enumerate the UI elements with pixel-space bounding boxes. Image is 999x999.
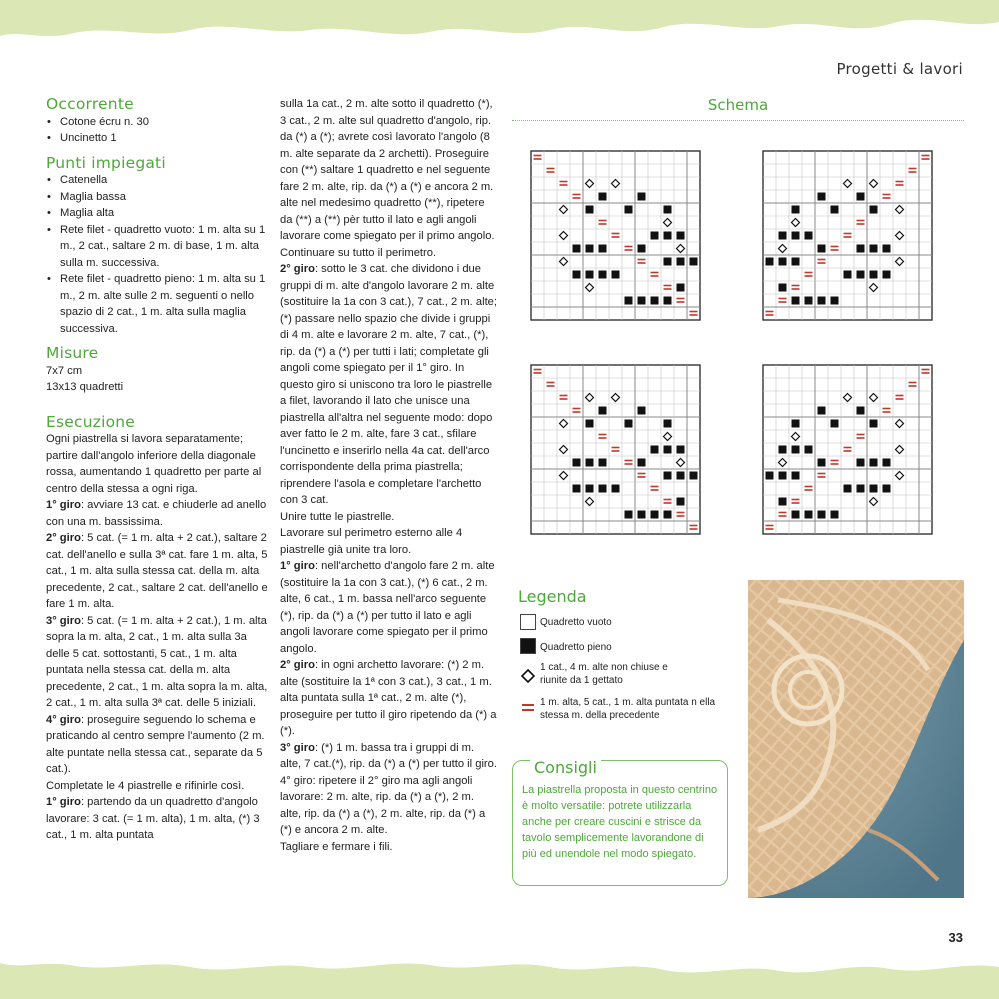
filled-square <box>883 245 891 253</box>
step-paragraph: Tagliare e fermare i fili. <box>280 840 393 853</box>
misure-line: 7x7 cm <box>46 364 83 377</box>
equals-mark <box>844 447 852 449</box>
equals-mark <box>831 463 839 465</box>
list-item: • Maglia bassa <box>46 189 268 206</box>
filled-square <box>792 258 800 266</box>
equals-mark <box>818 259 826 261</box>
equals-mark <box>547 171 555 173</box>
equals-mark <box>779 301 787 303</box>
list-item: • Rete filet - quadretto pieno: 1 m. alta su 1 m., 2 m. alte sulle 2 m. seguenti o nello spazio di 2 cat., 1 m. alta sulla maglia successiva. <box>46 271 268 337</box>
step-paragraph: 3° giro: (*) 1 m. bassa tra i gruppi di m. alte, 7 cat.(*), rip. da (*) a (*) per tutto il giro. 4° giro: ripetere il 2° giro ma agli angoli lavorare: 2 m. alte, rip. da (*) a (*), 2 m. alte, rip. da (*) a (*), 2 m. alte, rip. da (*) a (*) e ancora 2 m. alte. <box>280 741 497 836</box>
equals-mark <box>857 434 865 436</box>
equals-mark <box>909 171 917 173</box>
filled-square <box>586 271 594 279</box>
equals-mark <box>612 236 620 238</box>
filled-square <box>664 206 672 214</box>
equals-mark <box>779 512 787 514</box>
filled-square <box>805 232 813 240</box>
equals-mark <box>612 233 620 235</box>
empty-square-icon <box>520 614 536 630</box>
filled-square <box>690 258 698 266</box>
filled-square <box>677 472 685 480</box>
equals-mark <box>573 197 581 199</box>
equals-mark <box>896 395 904 397</box>
equals-mark <box>896 398 904 400</box>
equals-mark <box>766 525 774 527</box>
equals-mark <box>792 502 800 504</box>
step-paragraph: 1° giro: nell'archetto d'angolo fare 2 m. alte (sostituire la 1a con 3 cat.), (*) 6 cat., 2 m. alte, 6 cat., 1 m. bassa nell'arco seguente (*), rip. da (*) a (*) per tutto il lato e agli angoli lavorare come spiegato per il primo angolo. <box>280 560 495 655</box>
equals-mark <box>857 437 865 439</box>
equals-mark <box>883 194 891 196</box>
equals-mark <box>883 411 891 413</box>
step-paragraph: 1° giro: avviare 13 cat. e chiuderle ad anello con una m. bassissima. <box>46 499 267 528</box>
filled-square-icon <box>520 638 536 654</box>
occorrente-list <box>46 114 268 147</box>
equals-mark <box>818 473 826 475</box>
equals-mark <box>896 184 904 186</box>
filled-square <box>573 245 581 253</box>
equals-mark <box>922 155 930 157</box>
filled-square <box>818 459 826 467</box>
chart-frame <box>763 365 932 534</box>
filled-square <box>818 511 826 519</box>
filled-square <box>625 511 633 519</box>
equals-mark <box>560 398 568 400</box>
filled-square <box>599 193 607 201</box>
page-number: 33 <box>948 930 963 945</box>
equals-mark <box>651 489 659 491</box>
top-decorative-band <box>0 0 999 46</box>
equals-mark <box>664 499 672 501</box>
filled-square <box>883 485 891 493</box>
equals-mark <box>690 311 698 313</box>
esecuzione-heading: Esecuzione <box>46 412 136 431</box>
equals-mark <box>547 382 555 384</box>
filled-square <box>857 271 865 279</box>
list-item: • Uncinetto 1 <box>46 130 268 147</box>
filled-square <box>573 459 581 467</box>
equals-mark <box>844 236 852 238</box>
filled-square <box>883 271 891 279</box>
punti-list <box>46 172 268 337</box>
filled-square <box>664 511 672 519</box>
filled-square <box>664 446 672 454</box>
filled-square <box>766 472 774 480</box>
filled-square <box>857 485 865 493</box>
equals-mark <box>909 385 917 387</box>
step-paragraph: Unire tutte le piastrelle. <box>280 510 395 523</box>
filled-square <box>586 420 594 428</box>
filled-square <box>857 407 865 415</box>
filled-square <box>818 245 826 253</box>
equals-mark <box>534 155 542 157</box>
equals-mark <box>766 314 774 316</box>
filled-square <box>870 245 878 253</box>
filled-square <box>651 446 659 454</box>
equals-mark <box>857 223 865 225</box>
equals-mark <box>857 220 865 222</box>
equals-mark <box>818 262 826 264</box>
equals-mark <box>638 262 646 264</box>
filled-square <box>779 232 787 240</box>
equals-mark <box>805 275 813 277</box>
chart-frame <box>531 151 700 320</box>
filled-square <box>844 271 852 279</box>
filet-chart-bottom-left <box>527 361 717 551</box>
equals-mark <box>831 460 839 462</box>
filled-square <box>664 472 672 480</box>
filled-square <box>779 258 787 266</box>
equals-mark <box>818 476 826 478</box>
filled-square <box>831 420 839 428</box>
consigli-box <box>512 748 730 888</box>
filled-square <box>870 420 878 428</box>
filled-square <box>599 407 607 415</box>
equals-mark <box>690 525 698 527</box>
consigli-heading: Consigli <box>530 758 601 777</box>
filled-square <box>625 420 633 428</box>
equals-mark <box>909 382 917 384</box>
filled-square <box>870 459 878 467</box>
list-item: • Maglia alta <box>46 205 268 222</box>
filled-square <box>805 446 813 454</box>
filled-square <box>844 485 852 493</box>
equals-mark <box>651 486 659 488</box>
filled-square <box>625 297 633 305</box>
filled-square <box>792 232 800 240</box>
equals-mark <box>573 194 581 196</box>
filled-square <box>831 206 839 214</box>
filled-square <box>599 245 607 253</box>
filled-square <box>573 485 581 493</box>
diamond-icon <box>521 669 535 683</box>
filled-square <box>638 511 646 519</box>
filled-square <box>664 258 672 266</box>
equals-mark <box>560 184 568 186</box>
filled-square <box>586 485 594 493</box>
filled-square <box>792 420 800 428</box>
misure-line: 13x13 quadretti <box>46 381 124 393</box>
filled-square <box>792 206 800 214</box>
step-paragraph: 2° giro: 5 cat. (= 1 m. alta + 2 cat.), saltare 2 cat. dell'anello e sulla 3ª cat. fare 1 m. alta, 5 cat., 1 m. alta sulla stessa cat. della m. alta precedente, 2 cat., saltare 2 cat. dell'anello e fare 1 m. alta. <box>46 532 268 610</box>
filled-square <box>664 297 672 305</box>
filled-square <box>651 232 659 240</box>
equals-mark <box>599 220 607 222</box>
equals-mark <box>534 369 542 371</box>
punti-heading: Punti impiegati <box>46 153 166 172</box>
equals-mark <box>922 369 930 371</box>
equals-mark <box>599 437 607 439</box>
equals-mark <box>922 372 930 374</box>
equals-mark <box>651 275 659 277</box>
filled-square <box>805 297 813 305</box>
legenda-heading: Legenda <box>518 587 587 606</box>
filled-square <box>677 284 685 292</box>
equals-mark <box>792 499 800 501</box>
chart-frame <box>763 151 932 320</box>
filled-square <box>779 472 787 480</box>
equals-mark <box>805 486 813 488</box>
filled-square <box>779 284 787 292</box>
list-item: • Cotone écru n. 30 <box>46 114 268 131</box>
filled-square <box>664 232 672 240</box>
equals-mark <box>792 288 800 290</box>
esecuzione-intro: Ogni piastrella si lavora separatamente; partire dall'angolo inferiore della diagonale rossa, aumentando 1 quadretto per parte al centro della stessa a ogni riga. <box>46 433 262 495</box>
equals-mark <box>677 298 685 300</box>
equals-mark <box>625 249 633 251</box>
equals-mark <box>625 460 633 462</box>
equals-mark <box>625 463 633 465</box>
equals-mark <box>560 181 568 183</box>
filled-square <box>638 407 646 415</box>
crochet-doily-photo <box>748 580 964 898</box>
filled-square <box>870 206 878 214</box>
equals-icon <box>521 703 535 713</box>
filled-square <box>638 193 646 201</box>
list-item: • Catenella <box>46 172 268 189</box>
equals-mark <box>599 223 607 225</box>
equals-mark <box>677 515 685 517</box>
filled-square <box>818 297 826 305</box>
equals-mark <box>883 408 891 410</box>
equals-mark <box>766 311 774 313</box>
filled-square <box>766 258 774 266</box>
filled-square <box>677 232 685 240</box>
filled-square <box>677 498 685 506</box>
filled-square <box>677 258 685 266</box>
equals-mark <box>612 447 620 449</box>
equals-mark <box>779 515 787 517</box>
bottom-decorative-band <box>0 953 999 999</box>
filled-square <box>857 193 865 201</box>
middle-text-column <box>280 96 498 855</box>
filled-square <box>599 485 607 493</box>
filled-square <box>779 446 787 454</box>
equals-mark <box>547 385 555 387</box>
equals-mark <box>664 288 672 290</box>
equals-mark <box>625 246 633 248</box>
section-label: Progetti & lavori <box>836 60 963 78</box>
filled-square <box>690 472 698 480</box>
filled-square <box>870 271 878 279</box>
chart-frame <box>531 365 700 534</box>
step-paragraph: sulla 1a cat., 2 m. alte sotto il quadretto (*), 3 cat., 2 m. alte sul quadretto d'angolo, rip. da (*) a (*); avrete così lavorato l'angolo (8 m. alte separate da 2 archetti). Proseguire con (**) saltare 1 quadretto e nel seguente fare 2 m. alte, rip. da (*) a (*) e ancora 2 m. alte nel medesimo quadretto (**), ripetere da (**) a (**) pèr tutto il lato e agli angoli lavorare come spiegato per il primo angolo. Continuare su tutto il perimetro. <box>280 98 495 259</box>
filled-square <box>792 511 800 519</box>
schema-divider <box>512 120 964 121</box>
equals-mark <box>922 158 930 160</box>
equals-mark <box>883 197 891 199</box>
equals-mark <box>534 372 542 374</box>
filled-square <box>638 459 646 467</box>
equals-mark <box>690 528 698 530</box>
equals-mark <box>547 168 555 170</box>
filled-square <box>599 271 607 279</box>
equals-mark <box>766 528 774 530</box>
filled-square <box>612 485 620 493</box>
equals-mark <box>573 408 581 410</box>
consigli-text: La piastrella proposta in questo centrino è molto versatile: potrete utilizzarla anche per creare cuscini e strisce da tavolo semplicemente lavorandone di più ed unendole nel modo spiegato. <box>522 784 718 860</box>
equals-mark <box>909 168 917 170</box>
equals-mark <box>638 259 646 261</box>
equals-mark <box>651 272 659 274</box>
equals-mark <box>612 450 620 452</box>
equals-mark <box>805 489 813 491</box>
filled-square <box>792 472 800 480</box>
filled-square <box>612 271 620 279</box>
filled-square <box>857 459 865 467</box>
equals-mark <box>534 158 542 160</box>
filled-square <box>883 459 891 467</box>
step-paragraph: Completate le 4 piastrelle e rifinirle così. <box>46 779 245 792</box>
step-paragraph: 1° giro: partendo da un quadretto d'angolo lavorare: 3 cat. (= 1 m. alta), 1 m. alta, (*) 3 cat., 1 m. alta puntata <box>46 796 260 841</box>
filled-square <box>638 245 646 253</box>
filled-square <box>792 446 800 454</box>
equals-mark <box>779 298 787 300</box>
filet-chart-bottom-right <box>759 361 949 551</box>
filled-square <box>779 498 787 506</box>
misure-heading: Misure <box>46 344 99 362</box>
filled-square <box>818 407 826 415</box>
equals-mark <box>690 314 698 316</box>
equals-mark <box>638 473 646 475</box>
schema-heading: Schema <box>707 96 769 114</box>
step-paragraph: 3° giro: 5 cat. (= 1 m. alta + 2 cat.), 1 m. alta sopra la m. alta, 2 cat., 1 m. alta sulla 3a delle 5 cat. sottostanti, 5 cat., 1 m. alta puntata nella stessa cat. della m. alta precedente, 2 cat., 1 m. alta sopra la m. alta, 2 cat., 1 m. alta sulla 3ª cat. delle 5 iniziali. <box>46 614 268 709</box>
step-paragraph: 4° giro: proseguire seguendo lo schema e praticando al centro sempre l'aumento (2 m. alte puntate nella stessa cat., separate da 5 cat.). <box>46 713 265 775</box>
filled-square <box>792 297 800 305</box>
filled-square <box>651 297 659 305</box>
equals-mark <box>896 181 904 183</box>
filled-square <box>818 193 826 201</box>
equals-mark <box>831 246 839 248</box>
filled-square <box>625 206 633 214</box>
filled-square <box>586 459 594 467</box>
occorrente-heading: Occorrente <box>46 95 134 113</box>
filled-square <box>805 511 813 519</box>
step-paragraph: 2° giro: in ogni archetto lavorare: (*) 2 m. alte (sostituire la 1ª con 3 cat.), 3 cat., 1 m. alta puntata sulla 1ª cat., 2 m. alte (*), proseguire per tutto il giro ripetendo da (*) a (*). <box>280 659 497 737</box>
equals-mark <box>805 272 813 274</box>
filled-square <box>870 485 878 493</box>
filled-square <box>664 420 672 428</box>
equals-mark <box>677 301 685 303</box>
filled-square <box>638 297 646 305</box>
equals-mark <box>677 512 685 514</box>
filled-square <box>831 511 839 519</box>
filet-chart-top-left <box>527 147 717 337</box>
filled-square <box>831 297 839 305</box>
equals-mark <box>573 411 581 413</box>
equals-mark <box>664 285 672 287</box>
equals-mark <box>664 502 672 504</box>
equals-mark <box>844 233 852 235</box>
list-item: • Rete filet - quadretto vuoto: 1 m. alta su 1 m., 2 cat., saltare 2 m. di base, 1 m. alta sulla m. successiva. <box>46 222 268 272</box>
filled-square <box>573 271 581 279</box>
filled-square <box>599 459 607 467</box>
step-paragraph: Lavorare sul perimetro esterno alle 4 piastrelle già unite tra loro. <box>280 527 463 556</box>
equals-mark <box>560 395 568 397</box>
left-text-column <box>46 96 268 844</box>
filled-square <box>586 206 594 214</box>
equals-mark <box>638 476 646 478</box>
filled-square <box>651 511 659 519</box>
filled-square <box>677 446 685 454</box>
equals-mark <box>599 434 607 436</box>
equals-mark <box>831 249 839 251</box>
equals-mark <box>792 285 800 287</box>
filet-chart-top-right <box>759 147 949 337</box>
equals-mark <box>844 450 852 452</box>
step-paragraph: 2° giro: sotto le 3 cat. che dividono i due gruppi di m. alte d'angolo lavorare 2 m. alte (sostituire la 1a con 3 cat.), 7 cat., 2 m. alte; (*) passare nello spazio che divide i gruppi di 4 m. alte e lavorare 2 m. alte, 7 cat., (*), rip. da (*) a (*) per tutti i lati; completate gli angoli come spiegato per il 1° giro. In questo giro si uniscono tra loro le piastrelle a filet, lavorando il lato che unisce una piastrella all'altra nel seguente modo: dopo aver fatto le 2 m. alte, fare 3 cat., sfilare l'uncinetto e inserirlo nella 4a cat. dell'arco corrispondente della prima piastrella; riprendere l'asola e completare l'archetto con 3 cat. <box>280 263 498 506</box>
filled-square <box>857 245 865 253</box>
filled-square <box>586 245 594 253</box>
